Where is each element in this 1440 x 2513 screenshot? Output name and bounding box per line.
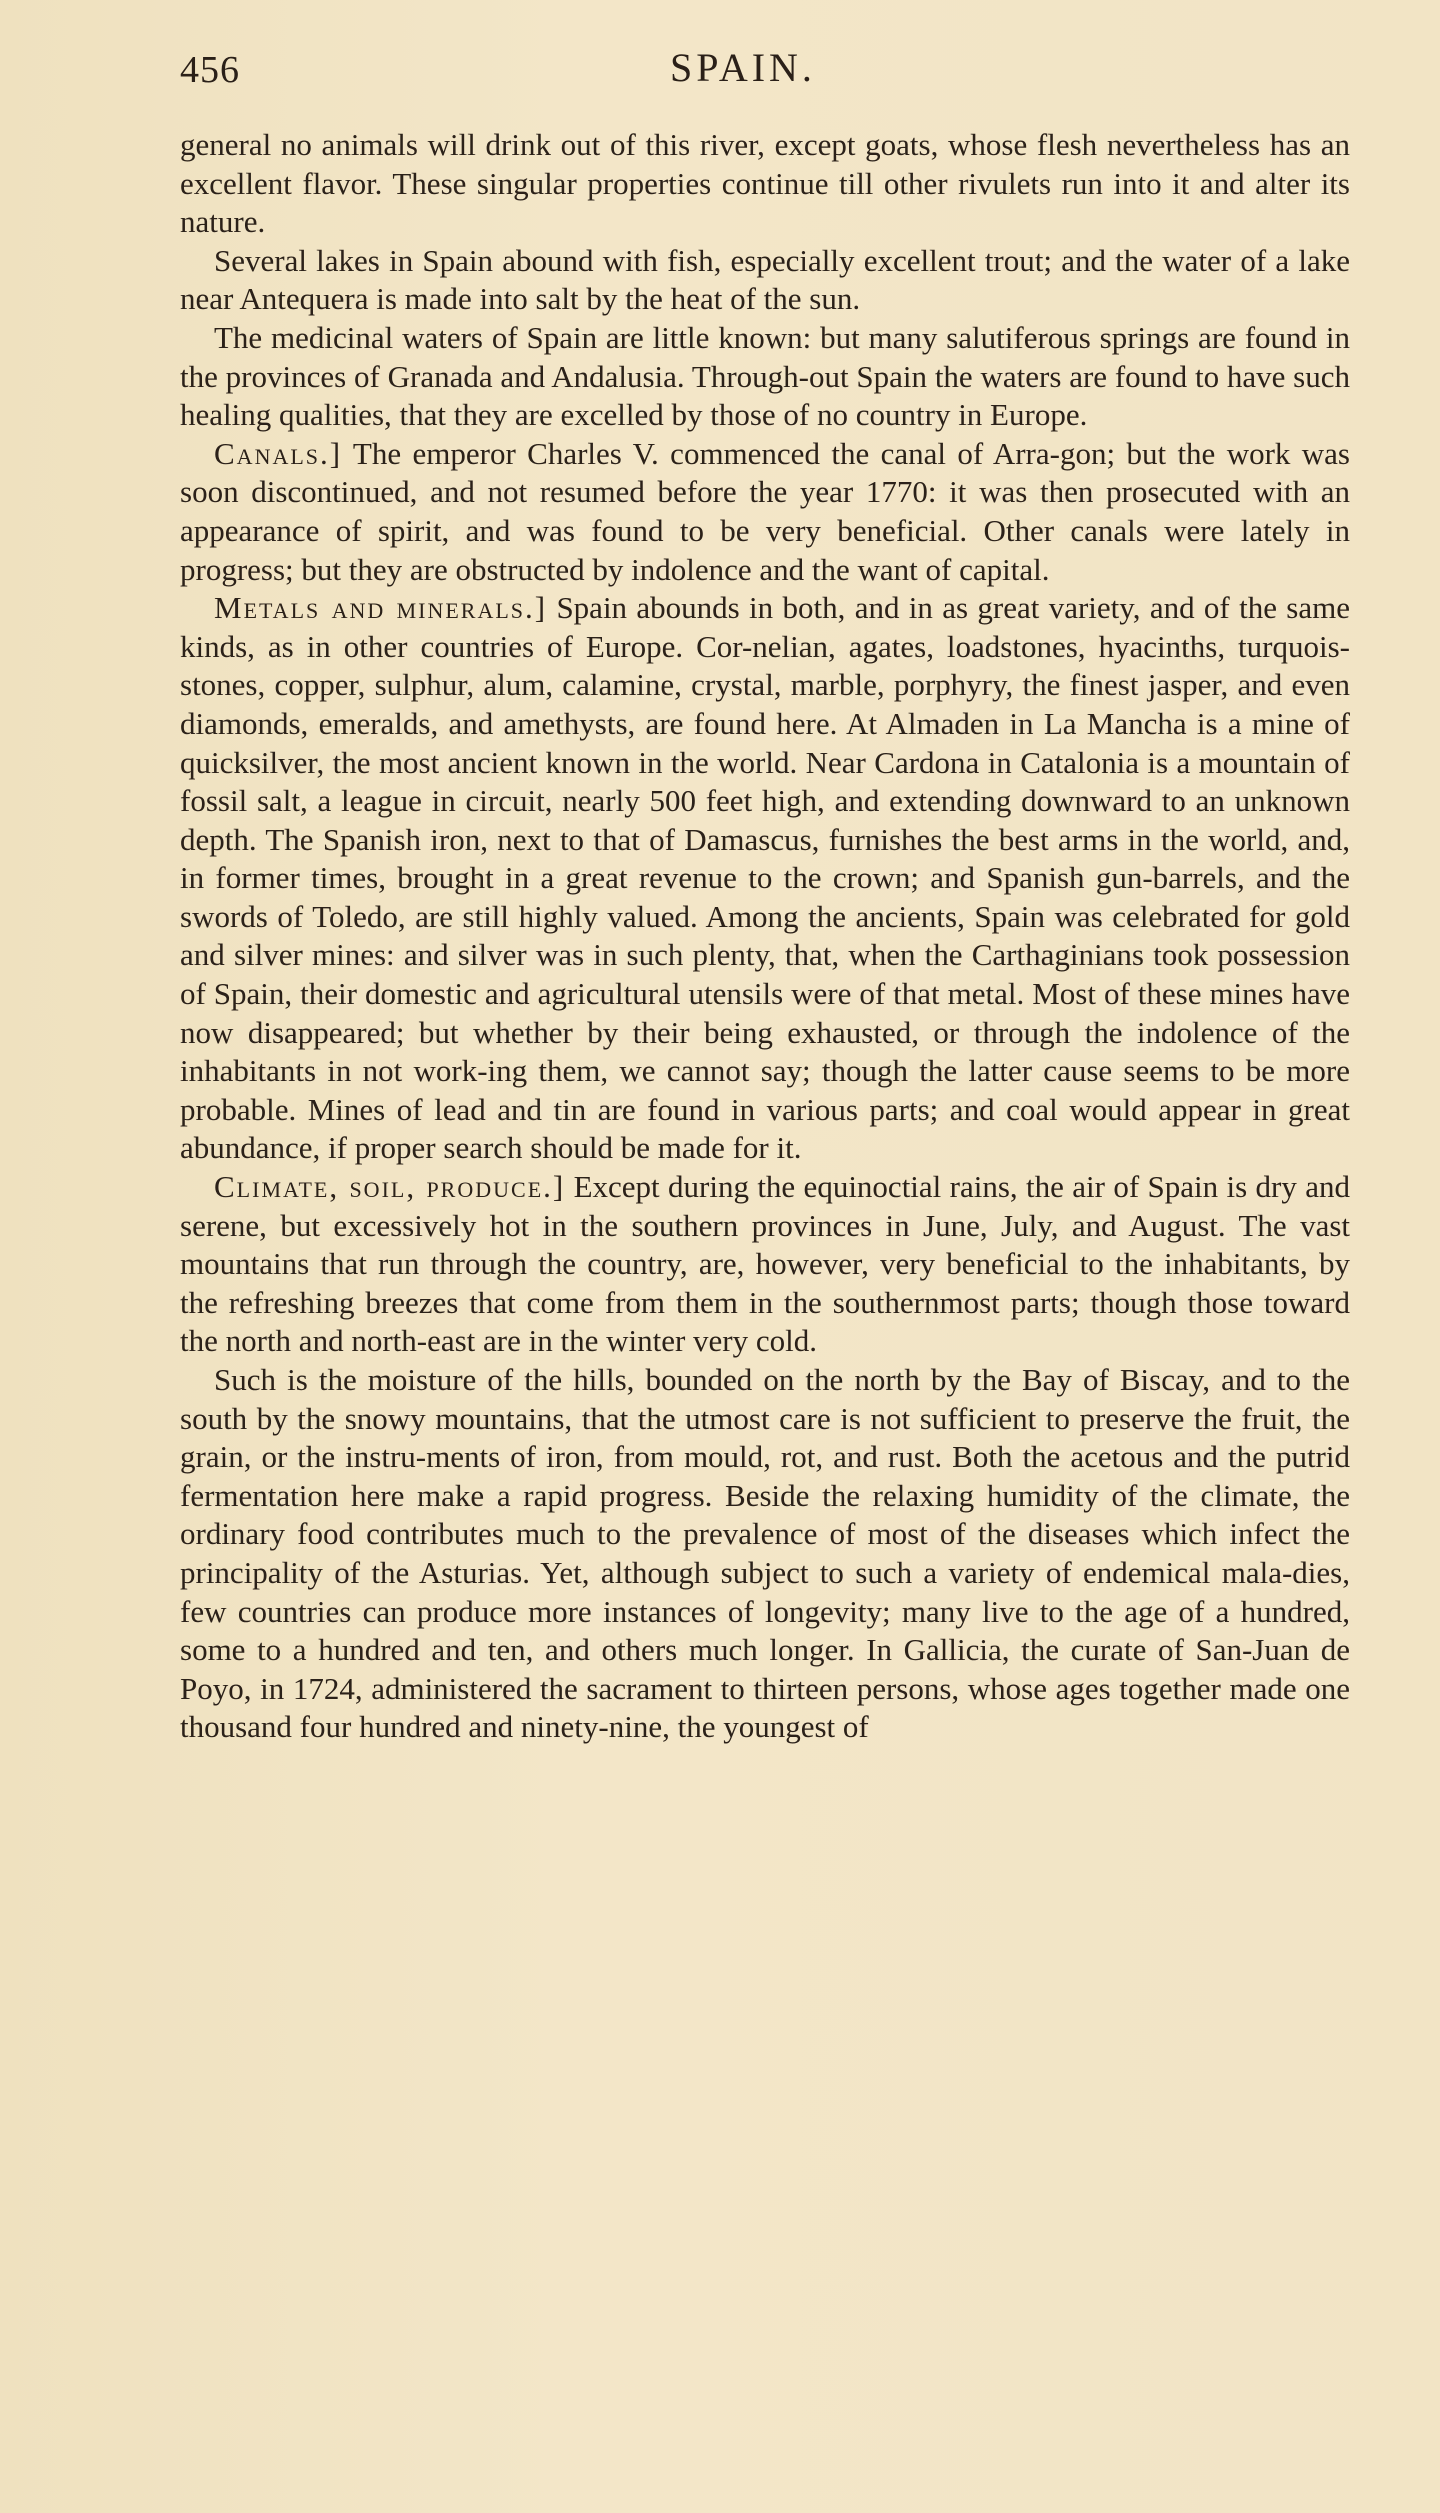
paragraph xyxy=(180,1168,1350,1361)
section-heading: Climate, soil, produce.] xyxy=(214,1169,566,1205)
paragraph xyxy=(180,242,1350,319)
section-heading: Canals.] xyxy=(214,435,343,471)
paragraph-text: The medicinal waters of Spain are little known: but many salutiferous springs are found in the provinces of Granada and Andalusia. Through-out Spain the waters are found to have such healing qualities, that they are excelled by those of no country in Europe. xyxy=(180,319,1350,433)
paragraph-text: general no animals will drink out of this river, except goats, whose flesh nevertheless has an excellent flavor. These singular properties continue till other rivulets run into it and alter its nature. xyxy=(180,127,1350,240)
page-number: 456 xyxy=(180,49,240,91)
paragraph-text: Spain abounds in both, and in as great variety, and of the same kinds, as in other countries of Europe. Cor-nelian, agates, loadstones, hyacinths, turquois-stones, copper, sulphur, alum, calamine, crystal, marble, porphyry, the finest jasper, and even diamonds, emeralds, and amethysts, are found here. At Almaden in La Mancha is a mine of quicksilver, the most ancient known in the world. Near Cardona in Catalonia is a mountain of fossil salt, a league in circuit, nearly 500 feet high, and extending downward to an unknown depth. The Spanish iron, next to that of Damascus, furnishes the best arms in the world, and, in former times, brought in a great revenue to the crown; and Spanish gun-barrels, and the swords of Toledo, are still highly valued. Among the ancients, Spain was celebrated for gold and silver mines: and silver was in such plenty, that, when the Carthaginians took possession of Spain, their domestic and agricultural utensils were of that metal. Most of these mines have now disappeared; but whether by their being exhausted, or through the indolence of the inhabitants in not work-ing them, we cannot say; though the latter cause seems to be more probable. Mines of lead and tin are found in various parts; and coal would appear in great abundance, if proper search should be made for it. xyxy=(180,590,1350,1166)
paragraph xyxy=(180,126,1350,242)
paragraph xyxy=(180,1361,1350,1747)
paragraph-text: The emperor Charles V. commenced the canal of Arra-gon; but the work was soon discontinued, and not resumed before the year 1770: it was then prosecuted with an appearance of spirit, and was found to be very beneficial. Other canals were lately in progress; but they are obstructed by indolence and the want of capital. xyxy=(180,435,1350,587)
body-text xyxy=(180,126,1350,1747)
paragraph xyxy=(180,435,1350,589)
page-header xyxy=(180,42,1360,102)
running-head: SPAIN. xyxy=(670,45,816,90)
section-heading: Metals and minerals.] xyxy=(214,590,548,626)
paragraph-text: Except during the equinoctial rains, the air of Spain is dry and serene, but excessively hot in the southern provinces in June, July, and August. The vast mountains that run through the country, are, however, very beneficial to the inhabitants, by the refreshing breezes that come from them in the southernmost parts; though those toward the north and north-east are in the winter very cold. xyxy=(180,1169,1350,1359)
paragraph xyxy=(180,589,1350,1168)
paragraph-text: Such is the moisture of the hills, bounded on the north by the Bay of Biscay, and to the south by the snowy mountains, that the utmost care is not sufficient to preserve the fruit, the grain, or the instru-ments of iron, from mould, rot, and rust. Both the acetous and the putrid fermentation here make a rapid progress. Beside the relaxing humidity of the climate, the ordinary food contributes much to the prevalence of most of the diseases which infect the principality of the Asturias. Yet, although subject to such a variety of endemical mala-dies, few countries can produce more instances of longevity; many live to the age of a hundred, some to a hundred and ten, and others much longer. In Gallicia, the curate of San-Juan de Poyo, in 1724, administered the sacrament to thirteen persons, whose ages together made one thousand four hundred and ninety-nine, the youngest of xyxy=(180,1362,1350,1745)
paragraph-text: Several lakes in Spain abound with fish, especially excellent trout; and the water of a lake near Antequera is made into salt by the heat of the sun. xyxy=(180,242,1350,317)
paragraph xyxy=(180,319,1350,435)
